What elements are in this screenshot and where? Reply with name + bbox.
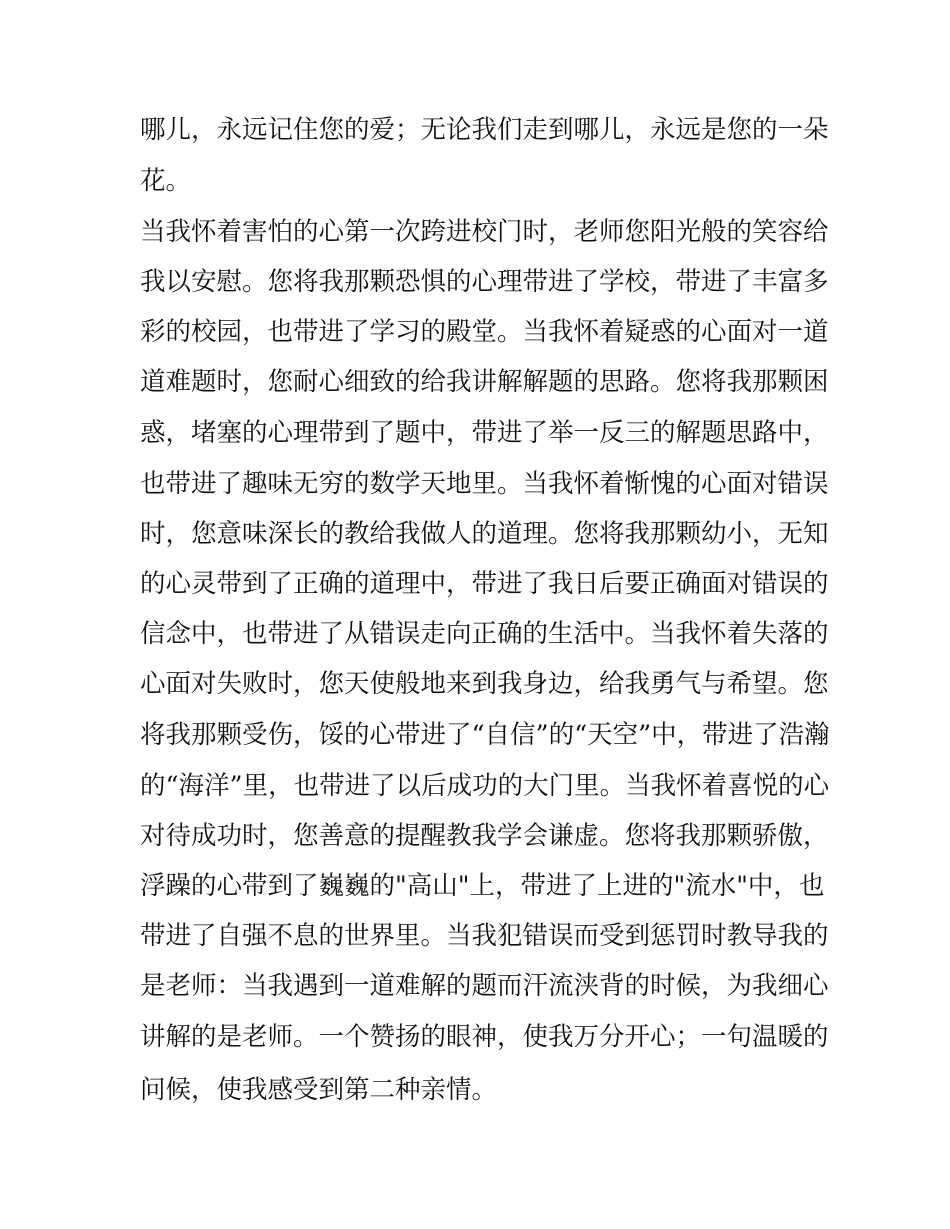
text-line: 的“海洋”里，也带进了以后成功的大门里。当我怀着喜悦的心 [140, 771, 830, 801]
text-line: 问候，使我感受到第二种亲情。 [140, 1075, 498, 1105]
text-line: 是老师：当我遇到一道难解的题而汗流浃背的时候，为我细心 [140, 971, 829, 1001]
text-line: 时，您意味深长的教给我做人的道理。您将我那颗幼小，无知 [140, 519, 829, 549]
text-line: 信念中，也带进了从错误走向正确的生活中。当我怀着失落的 [140, 619, 829, 649]
text-line: 惑，堵塞的心理带到了题中，带进了举一反三的解题思路中， [140, 418, 829, 448]
text-line: 的心灵带到了正确的道理中，带进了我日后要正确面对错误的 [140, 569, 829, 599]
text-line: 浮躁的心带到了巍巍的"高山"上，带进了上进的"流水"中，也 [140, 871, 825, 901]
text-line: 对待成功时，您善意的提醒教我学会谦虚。您将我那颗骄傲， [140, 821, 829, 851]
text-line: 讲解的是老师。一个赞扬的眼神，使我万分开心；一句温暖的 [140, 1022, 829, 1052]
text-line: 彩的校园，也带进了学习的殿堂。当我怀着疑惑的心面对一道 [140, 317, 829, 347]
text-line: 道难题时，您耐心细致的给我讲解解题的思路。您将我那颗困 [140, 367, 829, 397]
text-line: 我以安慰。您将我那颗恐惧的心理带进了学校，带进了丰富多 [140, 267, 829, 297]
text-line: 当我怀着害怕的心第一次跨进校门时，老师您阳光般的笑容给 [140, 217, 829, 247]
text-line: 哪儿，永远记住您的爱；无论我们走到哪儿，永远是您的一朵 [140, 115, 829, 145]
text-line: 将我那颗受伤，馁的心带进了“自信”的“天空”中，带进了浩瀚 [140, 720, 830, 750]
text-line: 心面对失败时，您天使般地来到我身边，给我勇气与希望。您 [140, 669, 829, 699]
text-line: 花。 [140, 166, 192, 196]
text-line: 带进了自强不息的世界里。当我犯错误而受到惩罚时教导我的 [140, 921, 829, 951]
text-line: 也带进了趣味无穷的数学天地里。当我怀着惭愧的心面对错误 [140, 469, 829, 499]
